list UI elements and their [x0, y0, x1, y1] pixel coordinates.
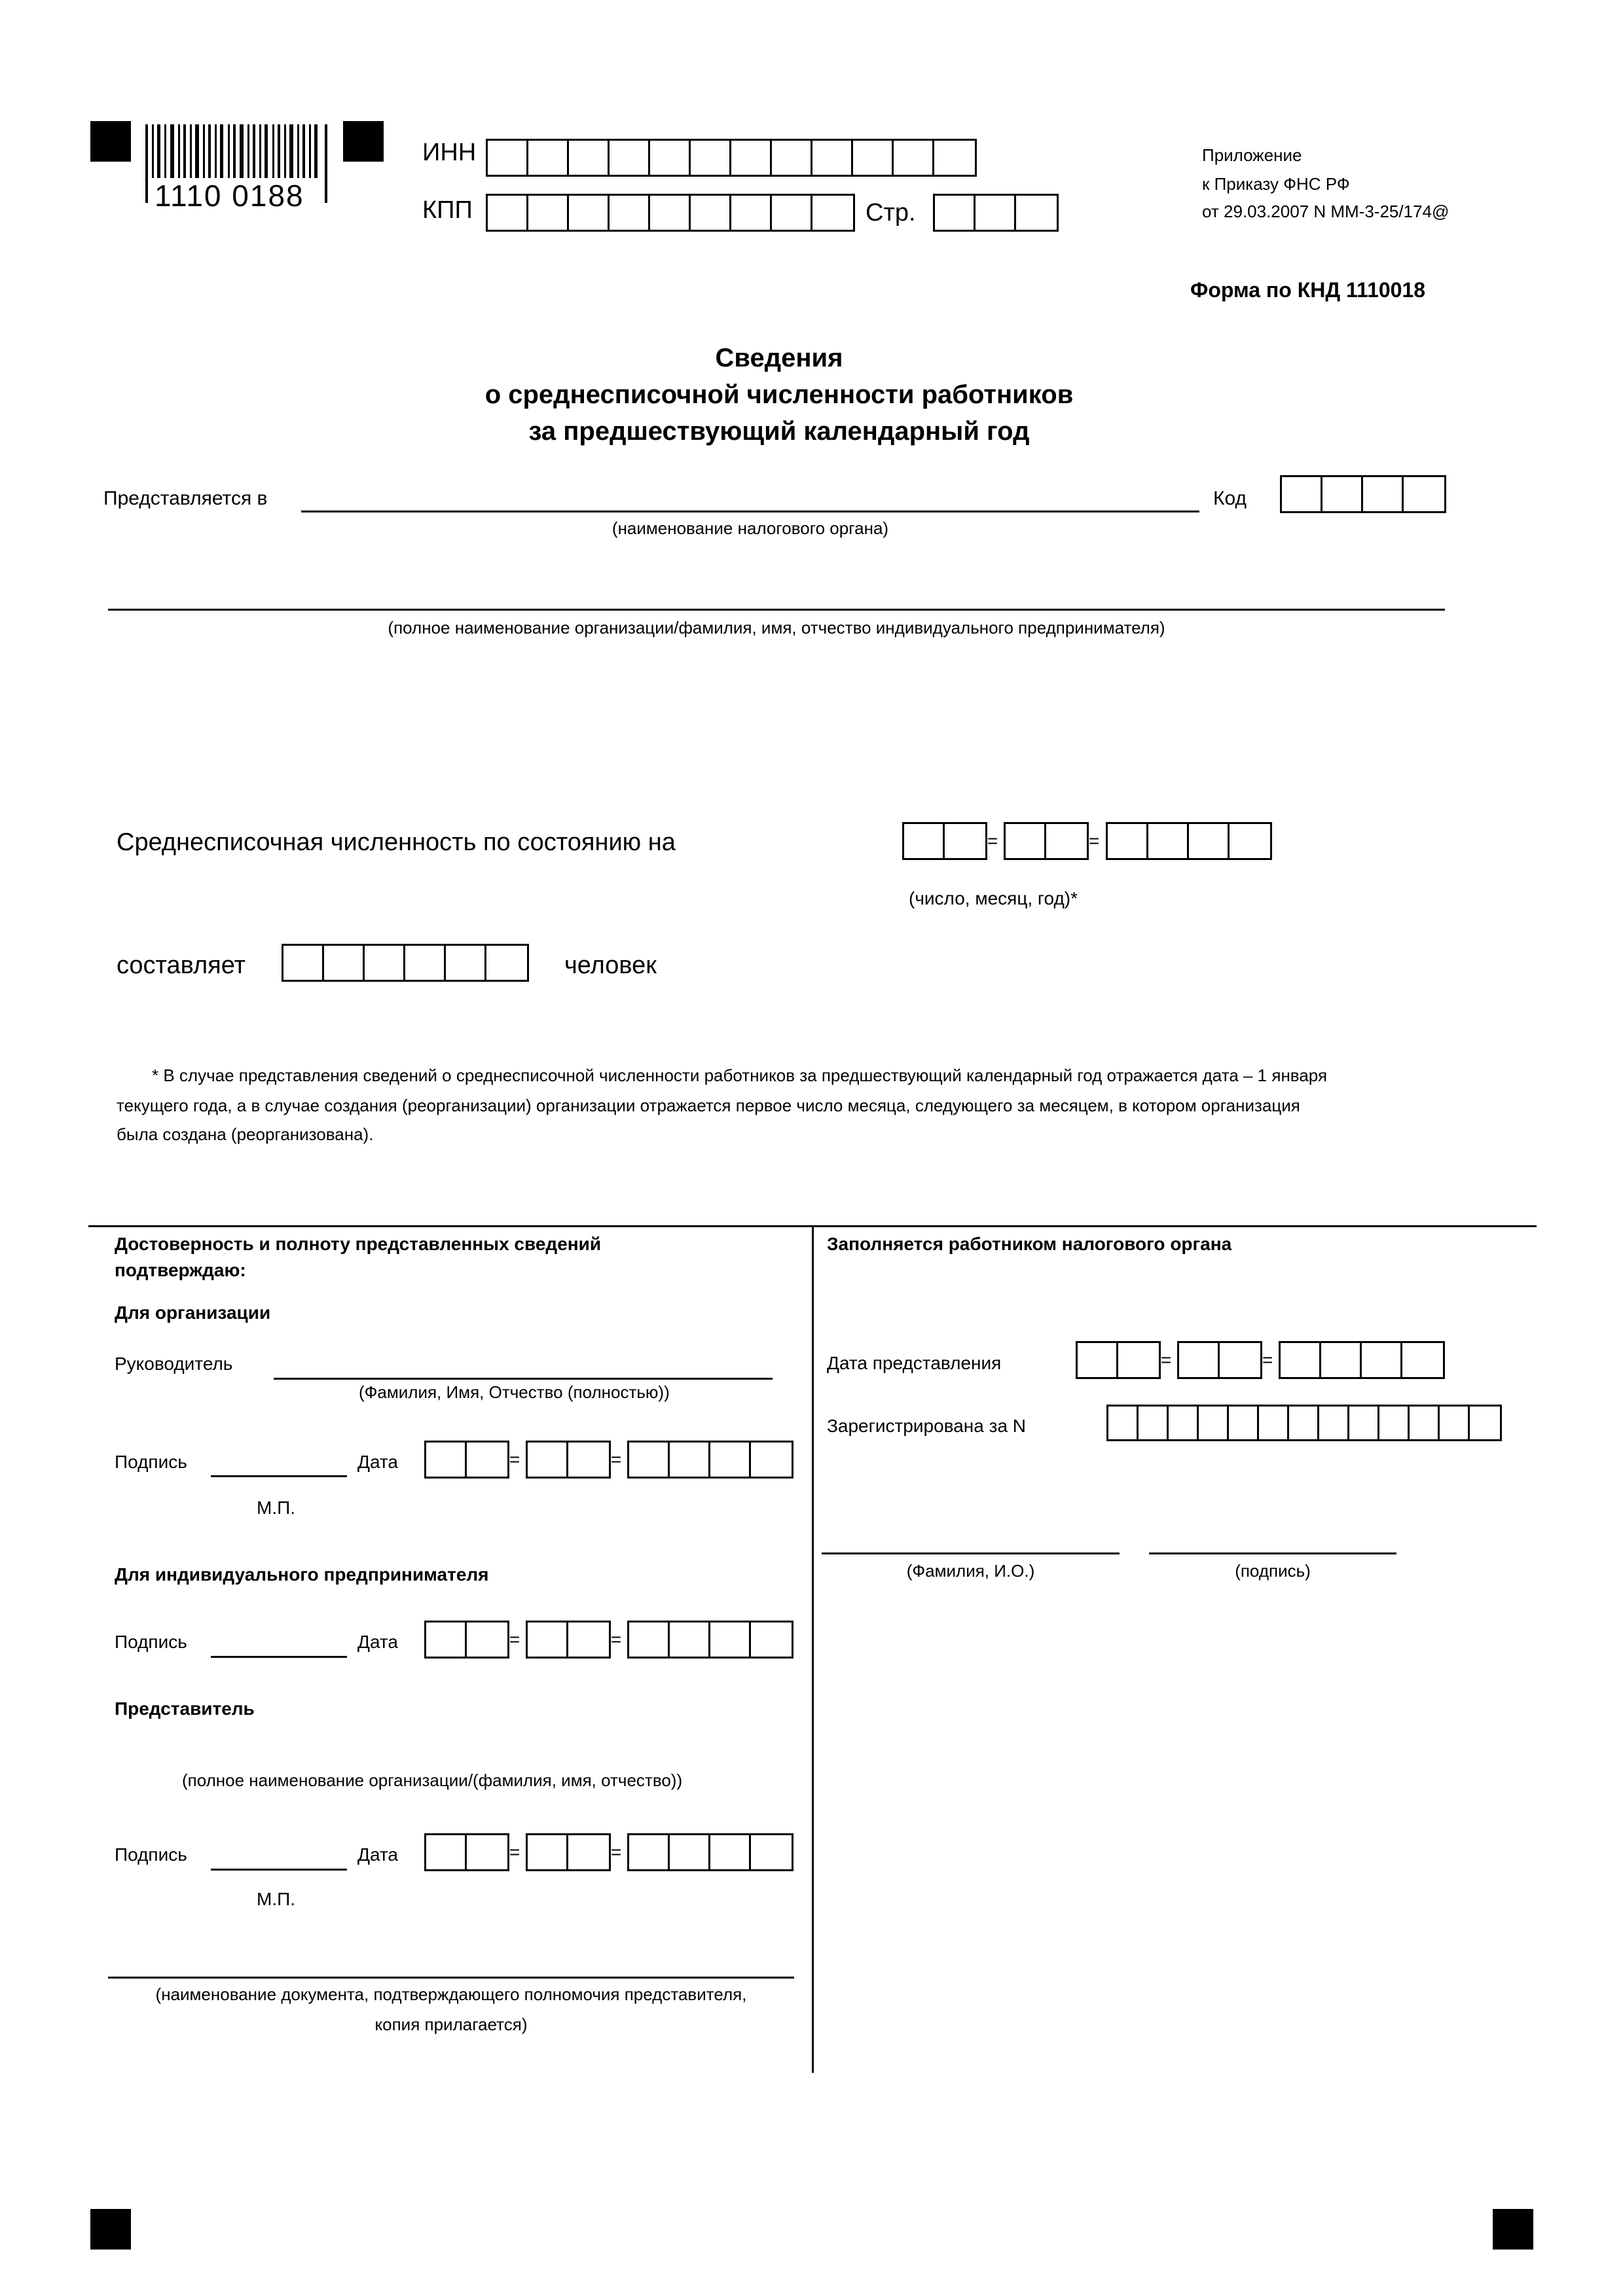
ip-heading: Для индивидуального предпринимателя — [115, 1564, 489, 1585]
organization-name-field[interactable] — [108, 609, 1445, 611]
rep-sign-label: Подпись — [115, 1844, 187, 1865]
rep-stamp: М.П. — [257, 1889, 296, 1909]
submission-date-label: Дата представления — [827, 1353, 1002, 1373]
headcount-date-year-cells[interactable] — [1106, 822, 1272, 860]
title-line-3: за предшествующий календарный год — [528, 417, 1030, 446]
rep-date-label: Дата — [357, 1844, 399, 1865]
date-separator: = — [1160, 1350, 1172, 1370]
org-sign-field[interactable] — [211, 1475, 347, 1477]
rep-date-month-cells[interactable] — [526, 1833, 611, 1871]
ip-sign-field[interactable] — [211, 1656, 347, 1658]
headcount-date-day-cells[interactable] — [902, 822, 987, 860]
date-caption: (число, месяц, год)* — [909, 888, 1078, 908]
date-separator: = — [509, 1842, 520, 1862]
rep-document-caption-1: (наименование документа, подтверждающего полномочия представителя, — [155, 1984, 747, 2004]
headcount-amount-cells[interactable] — [282, 944, 529, 982]
date-separator: = — [610, 1449, 622, 1469]
footnote-line-2: текущего года, а в случае создания (реорганизации) организации отражается первое число месяца, следующего за месяцем, в котором организация — [117, 1096, 1300, 1115]
rep-document-caption-2: копия прилагается) — [374, 2015, 528, 2034]
kpp-cells[interactable] — [486, 194, 855, 232]
rep-date-day-cells[interactable] — [424, 1833, 509, 1871]
rep-caption: (полное наименование организации/(фамилия, имя, отчество)) — [182, 1770, 683, 1790]
rep-heading: Представитель — [115, 1698, 255, 1719]
registration-number-cells[interactable] — [1106, 1405, 1502, 1441]
appendix-line-2: к Приказу ФНС РФ — [1202, 174, 1350, 194]
submission-date-year-cells[interactable] — [1279, 1341, 1445, 1379]
corner-marker-bottom-left — [90, 2209, 131, 2250]
org-sign-label: Подпись — [115, 1452, 187, 1472]
submission-date-day-cells[interactable] — [1076, 1341, 1161, 1379]
ip-date-month-cells[interactable] — [526, 1621, 611, 1659]
manager-name-field[interactable] — [274, 1378, 773, 1380]
officer-name-caption: (Фамилия, И.О.) — [906, 1561, 1035, 1581]
ip-sign-label: Подпись — [115, 1632, 187, 1652]
officer-name-field[interactable] — [822, 1552, 1120, 1554]
submission-date-month-cells[interactable] — [1177, 1341, 1262, 1379]
date-separator: = — [1088, 831, 1100, 851]
tax-authority-code-cells[interactable] — [1280, 475, 1446, 513]
title-line-2: о среднесписочной численности работников — [484, 380, 1074, 409]
org-date-label: Дата — [357, 1452, 399, 1472]
date-separator: = — [610, 1842, 622, 1862]
manager-label: Руководитель — [115, 1354, 233, 1374]
tax-office-heading: Заполняется работником налогового органа — [827, 1234, 1232, 1254]
org-stamp: М.П. — [257, 1498, 296, 1518]
code-label: Код — [1213, 488, 1247, 509]
org-date-month-cells[interactable] — [526, 1441, 611, 1479]
corner-marker-top-right — [343, 121, 384, 162]
org-date-year-cells[interactable] — [627, 1441, 793, 1479]
page-label: Стр. — [866, 199, 916, 226]
date-separator: = — [987, 831, 998, 851]
appendix-line-1: Приложение — [1202, 145, 1302, 165]
confirm-line-1: Достоверность и полноту представленных сведений — [115, 1234, 602, 1254]
inn-cells[interactable] — [486, 139, 977, 177]
date-separator: = — [509, 1629, 520, 1649]
confirm-line-2: подтверждаю: — [115, 1260, 246, 1280]
corner-marker-top-left — [90, 121, 131, 162]
appendix-line-3: от 29.03.2007 N ММ-3-25/174@ — [1202, 202, 1450, 221]
ip-date-label: Дата — [357, 1632, 399, 1652]
organization-name-caption: (полное наименование организации/фамилия, имя, отчество индивидуального предпринимателя) — [388, 618, 1165, 637]
registration-label: Зарегистрирована за N — [827, 1416, 1027, 1436]
tax-authority-caption: (наименование налогового органа) — [611, 518, 889, 538]
footnote-line-1: * В случае представления сведений о среднесписочной численности работников за предшествующий календарный год отражается дата – 1 января — [152, 1066, 1328, 1085]
rep-document-field[interactable] — [108, 1977, 794, 1979]
rep-sign-field[interactable] — [211, 1869, 347, 1871]
submitted-label: Представляется в — [103, 488, 268, 509]
manager-caption: (Фамилия, Имя, Отчество (полностью)) — [359, 1382, 670, 1402]
date-separator: = — [509, 1449, 520, 1469]
page-cells[interactable] — [933, 194, 1059, 232]
date-separator: = — [610, 1629, 622, 1649]
officer-sign-caption: (подпись) — [1235, 1561, 1311, 1581]
corner-marker-bottom-right — [1493, 2209, 1533, 2250]
footnote-line-3: была создана (реорганизована). — [117, 1124, 374, 1144]
date-separator: = — [1262, 1350, 1273, 1370]
title-line-1: Сведения — [715, 344, 843, 372]
tax-authority-field[interactable] — [301, 511, 1199, 512]
barcode-number: 1110 0188 — [155, 179, 304, 213]
kpp-label: КПП — [422, 196, 473, 224]
column-divider — [812, 1225, 814, 2073]
amount-label: составляет — [117, 952, 246, 979]
inn-label: ИНН — [422, 139, 477, 166]
org-heading: Для организации — [115, 1302, 271, 1323]
headcount-label: Среднесписочная численность по состоянию на — [117, 829, 676, 856]
org-date-day-cells[interactable] — [424, 1441, 509, 1479]
ip-date-day-cells[interactable] — [424, 1621, 509, 1659]
headcount-date-month-cells[interactable] — [1004, 822, 1089, 860]
unit-label: человек — [564, 952, 657, 979]
form-code: Форма по КНД 1110018 — [1190, 278, 1426, 302]
ip-date-year-cells[interactable] — [627, 1621, 793, 1659]
rep-date-year-cells[interactable] — [627, 1833, 793, 1871]
officer-sign-field[interactable] — [1149, 1552, 1396, 1554]
